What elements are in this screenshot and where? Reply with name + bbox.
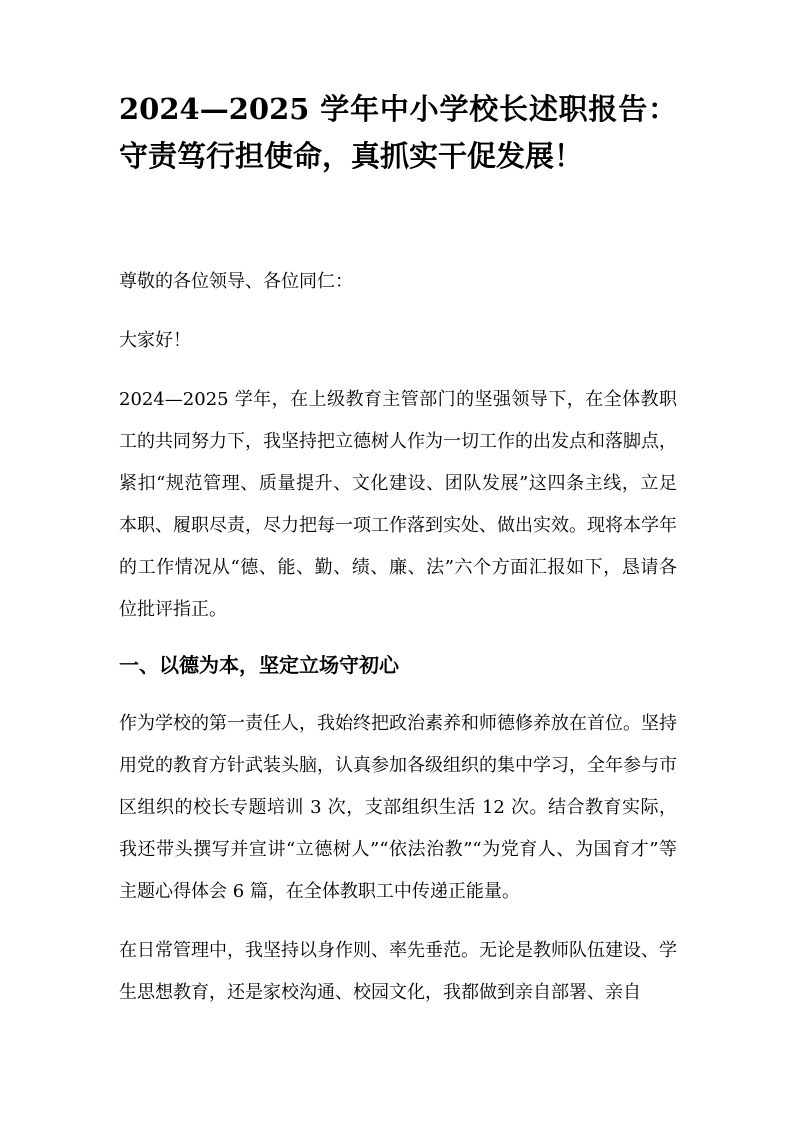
section-1-paragraph-1: 作为学校的第一责任人，我始终把政治素养和师德修养放在首位。坚持用党的教育方针武装头脑，认真参加各级组织的集中学习，全年参与市区组织的校长专题培训 3 次，支部组织生活 12 次。结合教育实际，我还带头撰写并宣讲“立德树人”“依法治教”“为党育人、为国育才”等主题心得体会 6 篇，在全体教职工中传递正能量。 (119, 713, 677, 902)
document-content (119, 0, 677, 1014)
greeting-paragraph: 尊敬的各位领导、各位同仁： (119, 271, 353, 292)
document-title: 2024—2025 学年中小学校长述职报告：守责笃行担使命，真抓实干促发展！ (119, 92, 677, 173)
section-1-heading: 一、以德为本，坚定立场守初心 (119, 653, 399, 677)
intro-paragraph: 2024—2025 学年，在上级教育主管部门的坚强领导下，在全体教职工的共同努力下，我坚持把立德树人作为一切工作的出发点和落脚点，紧扣“规范管理、质量提升、文化建设、团队发展”这四条主线，立足本职、履职尽责，尽力把每一项工作落到实处、做出实效。现将本学年的工作情况从“德、能、勤、绩、廉、法”六个方面汇报如下，恳请各位批评指正。 (119, 389, 677, 620)
section-1-paragraph-2: 在日常管理中，我坚持以身作则、率先垂范。无论是教师队伍建设、学生思想教育，还是家校沟通、校园文化，我都做到亲自部署、亲自 (119, 940, 677, 1003)
salutation-paragraph: 大家好！ (119, 330, 191, 351)
